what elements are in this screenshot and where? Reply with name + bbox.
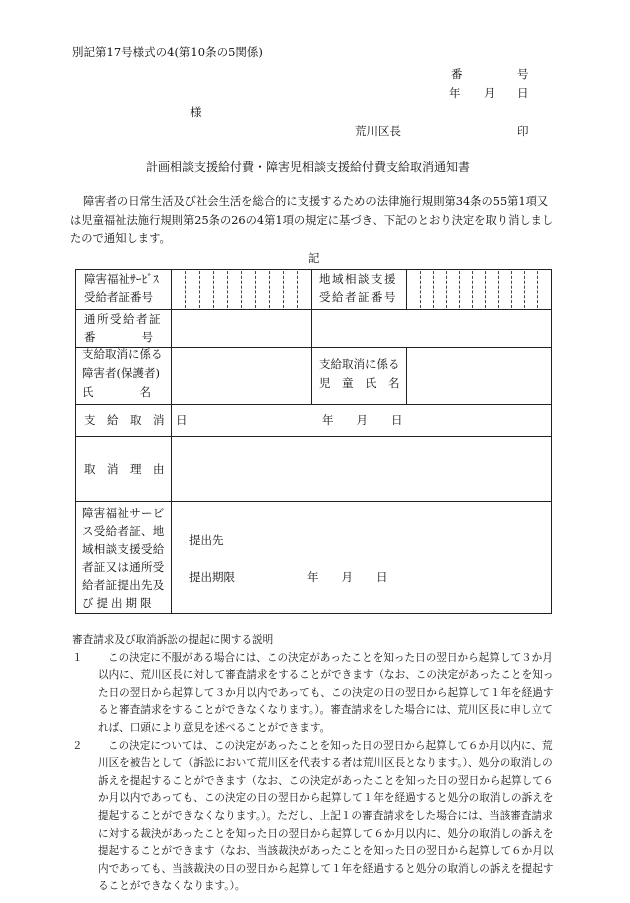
- document-title: 計画相談支援給付費・障害児相談支援給付費支給取消通知書: [146, 160, 471, 174]
- deadline-date-value: 年 月 日: [307, 570, 388, 584]
- submit-to-label: 提出先: [189, 533, 224, 547]
- reason-label: 取 消 理 由: [84, 462, 165, 476]
- issuer: 荒川区長: [355, 124, 401, 138]
- submission-label: 障害福祉サービ ス受給者証、地 域相談支援受給 者証又は通所受 給者証提出先及 び提出期限: [82, 506, 165, 610]
- service-recipient-no-label: 障害福祉ｻｰﾋﾞｽ 受給者証番号: [84, 272, 159, 304]
- daycare-recipient-no-label: 通所受給者証 番 号: [84, 312, 162, 344]
- note-item-2: [72, 738, 557, 896]
- notes-heading: 審査請求及び取消訴訟の提起に関する説明: [72, 634, 274, 646]
- note-number-1: １: [72, 651, 83, 664]
- person-name-label: 支給取消に係る 障害者(保護者) 氏 名: [82, 347, 163, 399]
- form-label: 別記第17号様式の4(第10条の5関係): [72, 45, 263, 59]
- note-text-1: この決定に不服がある場合には、この決定があったことを知った日の翌日から起算して３か月以内に、荒川区長に対して審査請求をすることができます（なお、この決定があったことを知った日の翌日から起算して３か月以内であっても、この決定の日の翌日から起算して１年を経過すると審査請求をすることができなくなります。）。審査請求をした場合には、荒川区長に申し立てれば、口頭により意見を述べることができます。: [98, 651, 554, 734]
- date-year: 年: [449, 86, 461, 100]
- seal: 印: [517, 124, 529, 138]
- date-day: 日: [517, 86, 529, 100]
- addressee-suffix: 様: [190, 105, 202, 119]
- date-month: 月: [484, 86, 496, 100]
- body-paragraph: 障害者の日常生活及び社会生活を総合的に支援するための法律施行規則第34条の55第1項又は児童福祉法施行規則第25条の26の4第1項の規定に基づき、下記のとおり決定を取り消しましたので通知します。: [70, 195, 554, 245]
- note-number-2: ２: [72, 739, 83, 752]
- regional-recipient-no-label: 地域相談支援 受給者証番号: [319, 272, 397, 304]
- form-table: [75, 269, 552, 614]
- note-text-2: この決定については、この決定があったことを知った日の翌日から起算して６か月以内に、荒川区を被告として（訴訟において荒川区を代表する者は荒川区長となります。）、処分の取消しの訴えを提起することができます（なお、この決定があったことを知った日の翌日から起算して６か月以内であっても、この決定の日の翌日から起算して１年を経過すると処分の取消しの訴えを提起することができなくなります。）。ただし、上記１の審査請求をした場合には、当該審査請求に対する裁決があったことを知った日の翌日から起算して６か月以内に、処分の取消しの訴えを提起することができます（なお、当該裁決があったことを知った日の翌日から起算して６か月以内であっても、当該裁決の日の翌日から起算して１年を経過すると処分の取消しの訴えを提起することができなくなります。）。: [98, 739, 554, 893]
- number-label-b: 号: [517, 67, 529, 81]
- ki-label: 記: [308, 251, 320, 265]
- child-name-label: 支給取消に係る 児 童 氏 名: [319, 357, 400, 390]
- note-item-1: [72, 650, 557, 738]
- cancel-date-value: 年 月 日: [322, 413, 403, 427]
- deadline-label: 提出期限: [189, 570, 235, 584]
- notes-section: [72, 632, 557, 896]
- number-label-a: 番: [451, 67, 463, 81]
- cancel-date-label: 支 給 取 消 日: [84, 413, 188, 427]
